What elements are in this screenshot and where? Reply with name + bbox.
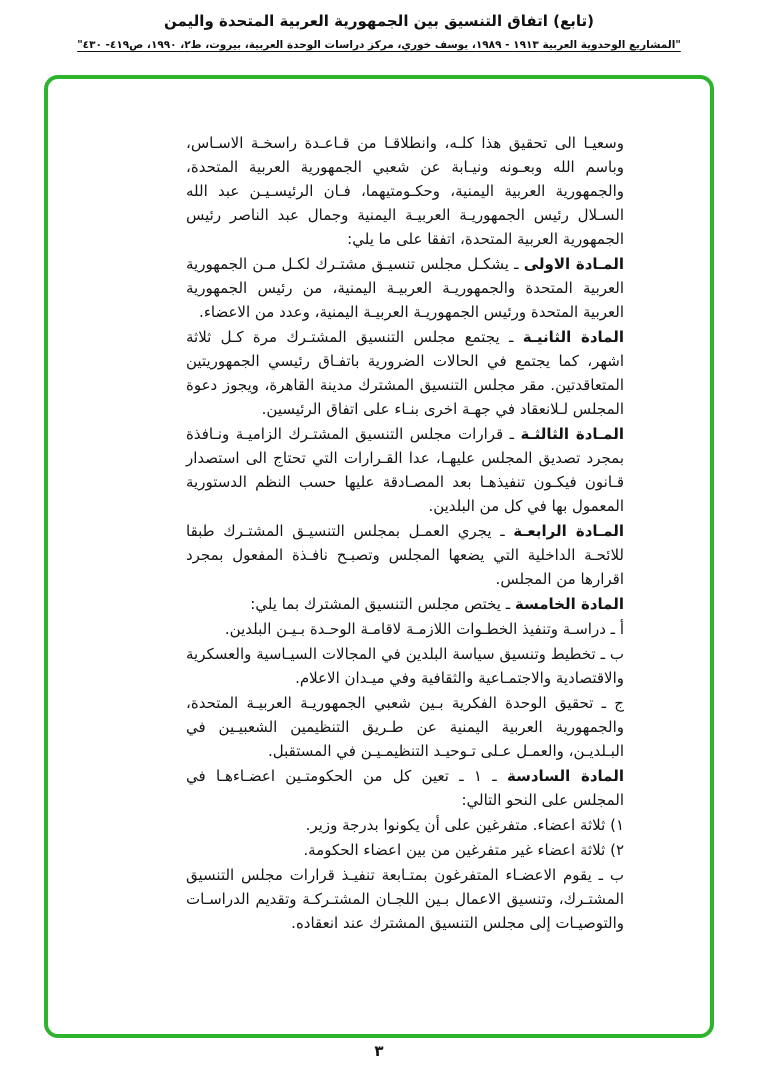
paragraph: وسعيـا الى تحقيق هذا كلـه، وانطلاقـا من قـاعـدة راسخـة الاسـاس، وباسم الله وبعـونه ونيـابة عن شعبي الجمهورية العربية المتحدة، والجمهورية العربية اليمنية، وحكـومتيهما، فـان الرئيسـيـن عبد الله السـلال رئيس الجمهوريـة العربيـة اليمنية وجمال عبد الناصر رئيس الجمهورية العربية المتحدة، اتفقا على ما يلي: (186, 134, 624, 248)
article-label: المادة الثانيـة (522, 328, 624, 346)
paragraph: المـادة الثالثـة ـ قرارات مجلس التنسيق المشتـرك الزاميـة ونـافذة بمجرد تصديق المجلس عليهـا، عدا القـرارات التي تحتاج الى استصدار قـانون فيكـون تنفيذهـا بعد المصـادقة عليها حسب النظم الدستورية المعمول بها في كل من البلدين. (186, 425, 624, 515)
paragraph: المادة الثانيـة ـ يجتمع مجلس التنسيق المشتـرك مرة كـل ثلاثة اشهر، كما يجتمع في الحالات الضرورية باتفـاق رئيسي الجمهوريتين المتعاقدتين. مقر مجلس التنسيق المشترك مدينة القاهرة، ويجوز دعوة المجلس لـلانعقاد في جهـة اخرى بنـاء على اتفاق الرئيسين. (186, 328, 624, 418)
paragraph: ٢) ثلاثة اعضاء غير متفرغين من بين اعضاء الحكومة. (303, 841, 624, 859)
paragraph: ١) ثلاثة اعضاء. متفرغين على أن يكونوا بدرجة وزير. (305, 816, 624, 834)
article-label: المـادة الاولى (523, 255, 624, 273)
paragraph: المـادة الرابعـة ـ يجري العمـل بمجلس التنسيـق المشتـرك طبقا للائحـة الداخلية التي يضعها المجلس وتصبـح نافـذة المفعول بمجرد اقرارها من المجلس. (186, 522, 624, 588)
paragraph: أ ـ دراسـة وتنفيذ الخطـوات اللازمـة لاقامـة الوحـدة بـيـن البلدين. (224, 620, 624, 638)
paragraph: المادة السادسة ـ ١ ـ تعين كل من الحكومتـين اعضـاءهـا في المجلس على النحو التالي: (186, 767, 624, 809)
paragraph: ب ـ يقوم الاعضـاء المتفرغون بمتـابعة تنفيـذ قرارات مجلس التنسيق المشتـرك، وتنسيق الاعمال بـين اللجـان المشتـركـة وتقديم الدراسـات والتوصيـات إلى مجلس التنسيق المشترك عند انعقاده. (186, 866, 624, 932)
article-label: المادة الخامسة (514, 595, 624, 613)
article-label: المـادة الثالثـة (520, 425, 624, 443)
page-header (0, 12, 758, 51)
paragraph: المادة الخامسة ـ يختص مجلس التنسيق المشترك بما يلي: (250, 595, 624, 613)
source-citation: "المشاريع الوحدوية العربية ١٩١٣ - ١٩٨٩، يوسف خوري، مركز دراسات الوحدة العربية، بيروت، ط٢، ١٩٩٠، ص٤١٩- ٤٣٠" (77, 39, 681, 51)
paragraph: ب ـ تخطيط وتنسيق سياسة البلدين في المجالات السيـاسية والعسكرية والاقتصادية والاجتمـاعية والثقافية وفي ميـدان الاعلام. (186, 645, 624, 687)
green-border-box (44, 75, 714, 1038)
article-label: المادة السادسة (507, 767, 624, 785)
paragraph: المـادة الاولى ـ يشكـل مجلس تنسيـق مشتـرك لكـل مـن الجمهورية العربية المتحدة والجمهوريـة العربيـة اليمنية، من رئيس الجمهورية العربية المتحدة ورئيس الجمهوريـة العربيـة اليمنية، وعدد من الاعضاء. (186, 255, 624, 321)
document-title: (تابع) اتفاق التنسيق بين الجمهورية العربية المتحدة واليمن (164, 12, 594, 30)
page-number: ٣ (374, 1042, 384, 1060)
document-body (186, 131, 624, 936)
paragraph: ج ـ تحقيق الوحدة الفكرية بـين شعبي الجمهوريـة العربيـة المتحدة، والجمهورية العربية اليمنية عن طـريق التنظيمين الشعبيـين في البـلديـن، والعمـل عـلى تـوحيـد التنظيمـيـن في المستقبل. (186, 694, 624, 760)
article-label: المـادة الرابعـة (513, 522, 624, 540)
